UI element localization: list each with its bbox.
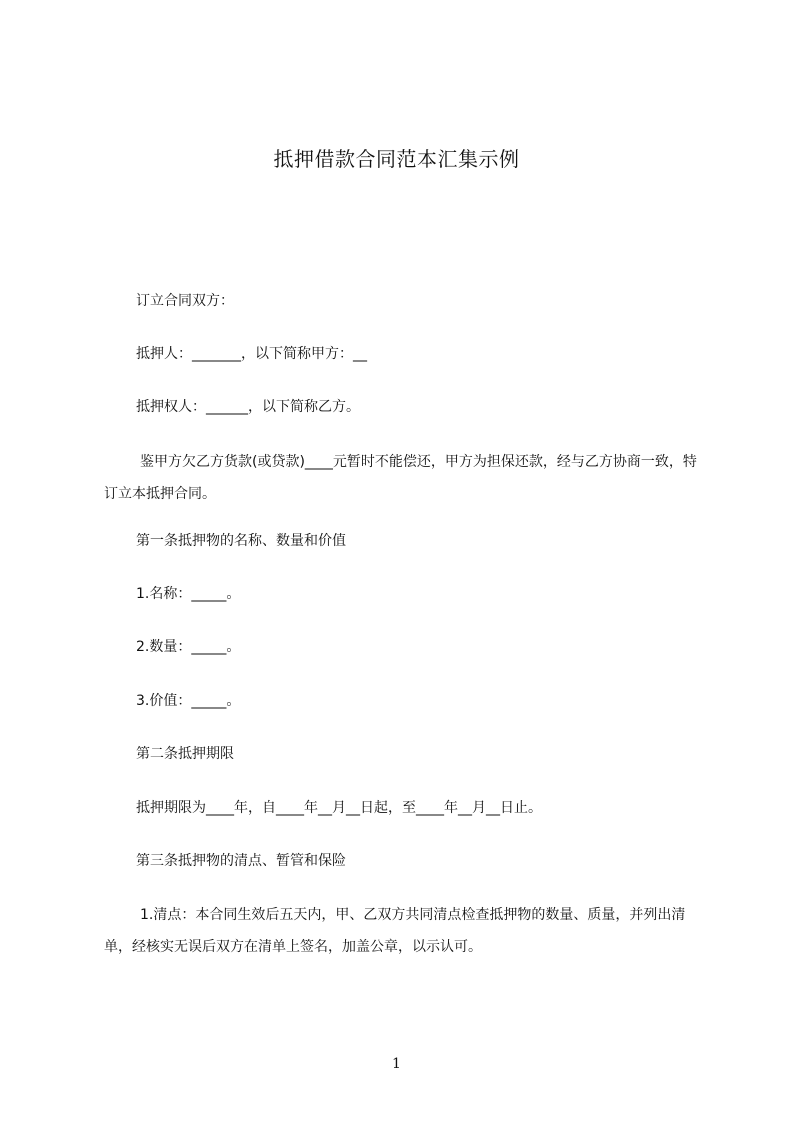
article-2-term-line: 抵押期限为____年，自____年__月__日起，至____年__月__日止。	[136, 800, 542, 816]
contract-parties-heading: 订立合同双方：	[136, 293, 234, 309]
article-1-item-value: 3.价值：_____。	[136, 693, 241, 709]
article-1-item-quantity: 2.数量：_____。	[136, 639, 241, 655]
mortgagor-line: 抵押人：_______，以下简称甲方：__	[136, 346, 367, 362]
document-title: 抵押借款合同范本汇集示例	[273, 147, 520, 171]
article-3-item-inventory: 1.清点：本合同生效后五天内，甲、乙双方共同清点检查抵押物的数量、质量，并列出清单，经核实无误后双方在清单上签名，加盖公章，以示认可。	[104, 907, 686, 955]
article-3-heading: 第三条抵押物的清点、暂管和保险	[136, 853, 346, 869]
article-2-heading: 第二条抵押期限	[136, 746, 234, 762]
article-1-heading: 第一条抵押物的名称、数量和价值	[136, 533, 346, 549]
preamble-paragraph: 鉴甲方欠乙方货款(或贷款)____元暂时不能偿还，甲方为担保还款，经与乙方协商一致，特订立本抵押合同。	[104, 454, 697, 502]
mortgagee-line: 抵押权人：______，以下简称乙方。	[136, 399, 360, 415]
page-number: 1	[392, 1056, 401, 1072]
article-1-item-name: 1.名称：_____。	[136, 586, 241, 602]
